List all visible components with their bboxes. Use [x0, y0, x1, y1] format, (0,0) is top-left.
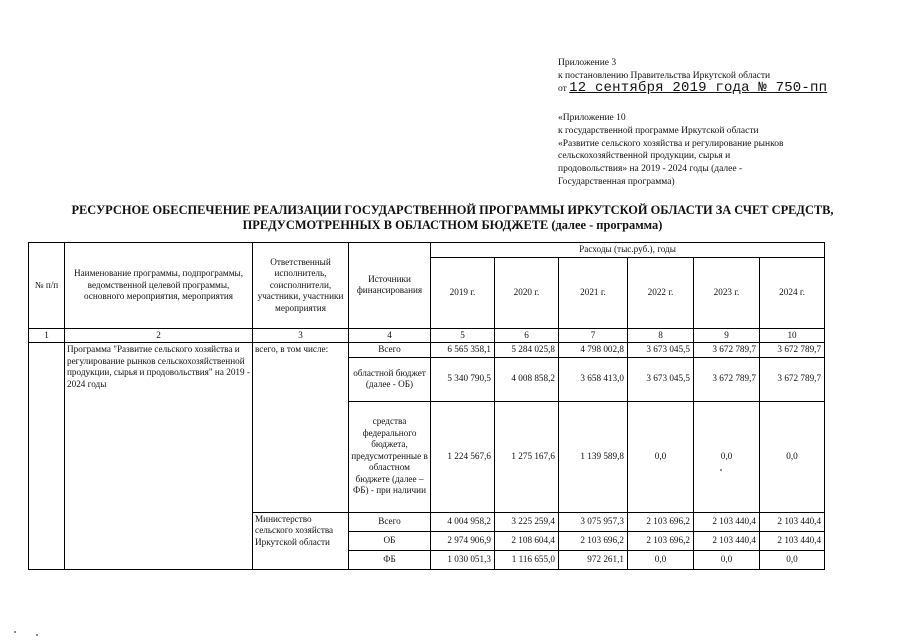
value-cell: 0,0: [760, 401, 825, 512]
header-expenses: Расходы (тыс.руб.), годы: [431, 243, 825, 258]
column-number: 9: [694, 328, 760, 343]
value-cell: 2 108 604,4: [495, 531, 559, 550]
resource-table: [28, 242, 825, 570]
value-cell: 3 673 045,5: [628, 343, 694, 358]
program-reference-line: к государственной программе Иркутской области: [558, 125, 759, 136]
executor-ministry-cell: Министерство сельского хозяйства Иркутской области: [253, 512, 349, 569]
program-reference-line: «Развитие сельского хозяйства и регулирование рынков: [558, 138, 784, 149]
column-number: 1: [29, 328, 65, 343]
header-year: 2022 г.: [628, 257, 694, 328]
appendix-decree: к постановлению Правительства Иркутской области: [558, 70, 771, 81]
source-cell: областной бюджет (далее - ОБ): [349, 357, 431, 401]
column-number-row: [29, 328, 825, 343]
value-cell: 0,0: [694, 401, 760, 512]
column-number: 10: [760, 328, 825, 343]
header-year: 2023 г.: [694, 257, 760, 328]
program-reference: [558, 112, 838, 189]
scan-speck: [14, 631, 16, 633]
program-reference-line: Государственная программа): [558, 176, 675, 187]
appendix-number: Приложение 3: [558, 58, 617, 68]
program-reference-line: сельскохозяйственной продукции, сырья и: [558, 151, 731, 162]
document-title: [20, 203, 885, 233]
value-cell: 972 261,1: [559, 550, 628, 569]
value-cell: 3 672 789,7: [760, 357, 825, 401]
value-cell: 0,0: [628, 401, 694, 512]
value-cell: 0,0: [760, 550, 825, 569]
column-number: 3: [253, 328, 349, 343]
value-cell: 2 103 696,2: [628, 531, 694, 550]
scan-speck: [720, 469, 722, 471]
value-cell: 2 103 440,4: [694, 512, 760, 531]
column-number: 4: [349, 328, 431, 343]
value-cell: 3 225 259,4: [495, 512, 559, 531]
value-cell: 1 275 167,6: [495, 401, 559, 512]
header-year: 2021 г.: [559, 257, 628, 328]
handwritten-date-number: 12 сентября 2019 года № 750-пп: [569, 80, 828, 96]
value-cell: 2 103 696,2: [559, 531, 628, 550]
value-cell: 5 284 025,8: [495, 343, 559, 358]
column-number: 8: [628, 328, 694, 343]
appendix-date-prefix: от: [558, 84, 567, 94]
value-cell: 5 340 790,5: [431, 357, 495, 401]
value-cell: 0,0: [628, 550, 694, 569]
source-cell: ОБ: [349, 531, 431, 550]
program-reference-line: «Приложение 10: [558, 113, 626, 123]
header-num: № п/п: [29, 243, 65, 329]
value-cell: 3 672 789,7: [694, 357, 760, 401]
value-cell: 2 103 440,4: [760, 531, 825, 550]
scan-speck: [36, 634, 38, 636]
executor-all-cell: всего, в том числе:: [253, 343, 349, 513]
value-cell: 1 030 051,3: [431, 550, 495, 569]
value-cell: 3 672 789,7: [694, 343, 760, 358]
column-number: 5: [431, 328, 495, 343]
header-year: 2024 г.: [760, 257, 825, 328]
value-cell: 2 103 696,2: [628, 512, 694, 531]
value-cell: 3 658 413,0: [559, 357, 628, 401]
column-number: 2: [65, 328, 253, 343]
appendix-date: [558, 82, 888, 96]
document-title-line: РЕСУРСНОЕ ОБЕСПЕЧЕНИЕ РЕАЛИЗАЦИИ ГОСУДАРСТВЕННОЙ ПРОГРАММЫ ИРКУТСКОЙ ОБЛАСТИ ЗА СЧЕТ СРЕДСТВ,: [71, 203, 834, 217]
source-cell: средства федерального бюджета, предусмотренные в областном бюджете (далее – ФБ) - при наличии: [349, 401, 431, 512]
value-cell: 3 673 045,5: [628, 357, 694, 401]
source-cell: ФБ: [349, 550, 431, 569]
value-cell: 4 008 858,2: [495, 357, 559, 401]
source-cell: Всего: [349, 512, 431, 531]
document-title-line: ПРЕДУСМОТРЕННЫХ В ОБЛАСТНОМ БЮДЖЕТЕ (далее - программа): [242, 218, 663, 232]
value-cell: 2 103 440,4: [760, 512, 825, 531]
source-cell: Всего: [349, 343, 431, 358]
row-number-cell: [29, 343, 65, 570]
value-cell: 1 139 589,8: [559, 401, 628, 512]
value-cell: 4 004 958,2: [431, 512, 495, 531]
value-cell: 4 798 002,8: [559, 343, 628, 358]
value-cell: 0,0: [694, 550, 760, 569]
value-cell: 1 224 567,6: [431, 401, 495, 512]
table-row: [29, 343, 825, 358]
header-source: Источники финансирования: [349, 243, 431, 329]
value-cell: 6 565 358,1: [431, 343, 495, 358]
header-name: Наименование программы, подпрограммы, ведомственной целевой программы, основного мероприятия, мероприятия: [65, 243, 253, 329]
appendix-header: [558, 57, 888, 96]
column-number: 7: [559, 328, 628, 343]
column-number: 6: [495, 328, 559, 343]
header-year: 2019 г.: [431, 257, 495, 328]
value-cell: 3 672 789,7: [760, 343, 825, 358]
value-cell: 2 974 906,9: [431, 531, 495, 550]
program-name-cell: Программа "Развитие сельского хозяйства и регулирование рынков сельскохозяйственной продукции, сырья и продовольствия" на 2019 - 2024 годы: [65, 343, 253, 570]
program-reference-line: продовольствия» на 2019 - 2024 годы (далее -: [558, 164, 743, 175]
value-cell: 2 103 440,4: [694, 531, 760, 550]
header-executor: Ответственный исполнитель, соисполнители, участники, участники мероприятия: [253, 243, 349, 329]
value-cell: 1 116 655,0: [495, 550, 559, 569]
value-cell: 3 075 957,3: [559, 512, 628, 531]
header-year: 2020 г.: [495, 257, 559, 328]
